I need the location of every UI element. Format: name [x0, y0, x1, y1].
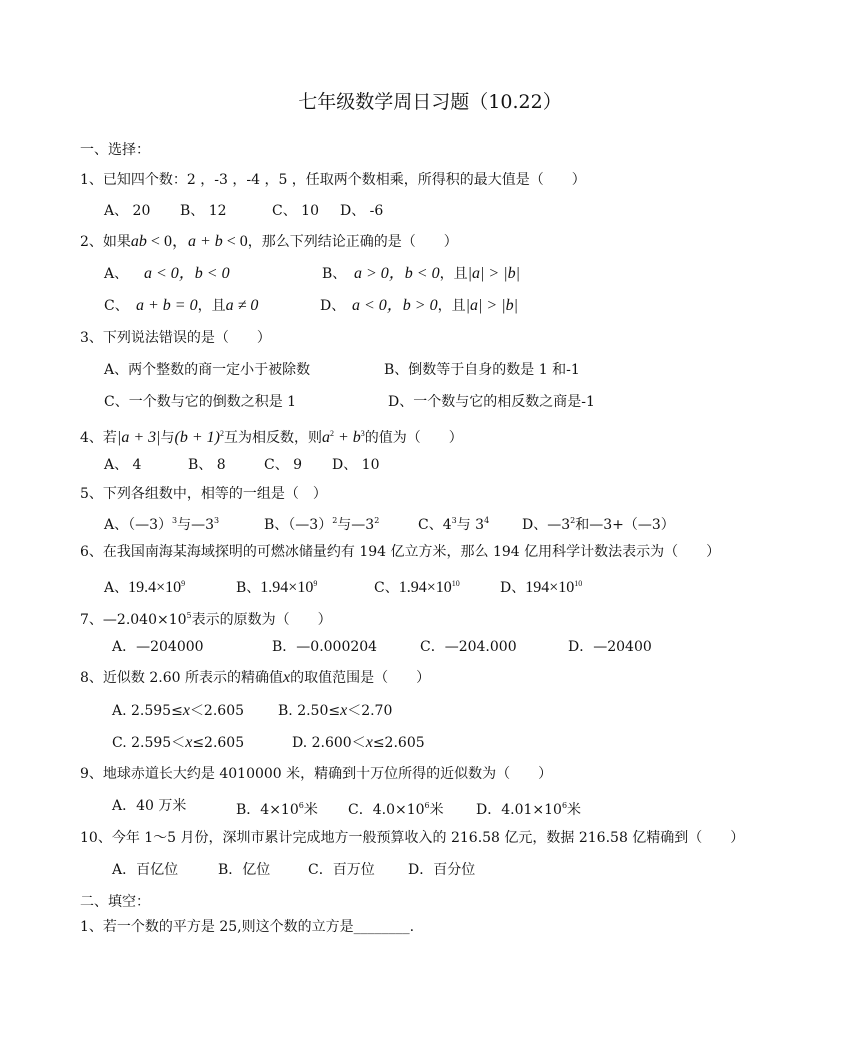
- question-9-option-d-part2: 米: [567, 802, 582, 818]
- question-2-option-b-math: a > 0，b < 0: [354, 265, 440, 282]
- question-9-option-c-exp: 6: [424, 801, 430, 810]
- question-3-option-c: C、一个数与它的倒数之积是 1: [104, 394, 297, 410]
- question-8-option-d-var: x: [365, 734, 373, 751]
- question-5-option-d-part2: 和—3+（—3）: [575, 517, 675, 533]
- question-2-option-c: [136, 296, 258, 316]
- question-9-option-c-part1: C．4.0×10: [348, 802, 425, 818]
- question-5-option-b: [264, 511, 379, 535]
- question-2-option-c-math2: a ≠ 0: [225, 297, 259, 314]
- question-10-option-d: D．百分位: [408, 862, 476, 878]
- question-2-option-d-abs: |a| > |b|: [465, 297, 518, 314]
- question-8-pre: 8、近似数 2.60 所表示的精确值: [80, 670, 283, 686]
- question-4-option-d: D、 10: [332, 457, 380, 473]
- question-2-option-d-math: a < 0，b > 0: [352, 297, 438, 314]
- question-9-option-c: [348, 796, 444, 820]
- question-7-stem-part1: 7、—2.040×10: [80, 612, 187, 628]
- question-2-option-b-abs: |a| > |b|: [467, 265, 520, 282]
- fill-question-1: 1、若一个数的平方是 25,则这个数的立方是________.: [80, 919, 415, 935]
- question-8-option-d: [292, 733, 425, 753]
- question-5-option-b-exp1: 2: [332, 516, 338, 525]
- question-5-stem: 5、下列各组数中，相等的一组是（ ）: [80, 486, 327, 502]
- question-5-option-d-exp1: 2: [570, 516, 576, 525]
- question-5-option-b-part2: 与—3: [337, 517, 375, 533]
- question-8-option-a-part2: ＜2.605: [189, 703, 245, 719]
- question-9-option-b-part2: 米: [303, 802, 318, 818]
- question-8-option-a-part1: A. 2.595≤: [112, 703, 183, 719]
- question-2-cond1: ab: [130, 233, 147, 250]
- question-3-stem: 3、下列说法错误的是（ ）: [80, 330, 271, 346]
- question-8-option-a-var: x: [182, 702, 190, 719]
- question-4-stem: [80, 424, 463, 448]
- question-2-lt2: < 0: [222, 233, 248, 250]
- question-5-option-b-part1: B、（—3）: [264, 517, 333, 533]
- question-4-mid2: 互为相反数，则: [223, 430, 322, 446]
- question-8-option-b-var: x: [340, 702, 348, 719]
- question-2-option-b: [354, 264, 520, 284]
- question-5-option-c-part2: 与 3: [456, 517, 485, 533]
- question-2-option-a-label: A、: [104, 266, 129, 282]
- question-8-option-c-part2: ≤2.605: [192, 735, 245, 751]
- question-8-option-c-part1: C. 2.595＜: [112, 735, 186, 751]
- question-2-option-d: [352, 296, 518, 316]
- question-6-option-b-label: B、: [236, 580, 261, 596]
- question-4-expr-b: + b: [333, 429, 361, 446]
- question-5-option-a-exp2: 3: [214, 516, 220, 525]
- question-5-option-c-part1: C、4: [418, 517, 452, 533]
- question-5-option-c: [418, 511, 489, 535]
- question-6-option-d-exp: 10: [574, 579, 583, 588]
- question-6-option-a-value: 19.4×10: [128, 579, 182, 596]
- question-6-option-c-label: C、: [374, 580, 399, 596]
- question-7-stem-exp: 5: [186, 611, 192, 620]
- question-6-option-c-exp: 10: [451, 579, 460, 588]
- question-6-option-d: [500, 574, 582, 598]
- question-9-option-b: [236, 796, 318, 820]
- page-title: 七年级数学周日习题（10.22）: [298, 91, 562, 113]
- question-6-option-c: [374, 574, 460, 598]
- section-fill-heading: 二、填空：: [80, 894, 150, 910]
- question-4-exp1: 2: [329, 429, 334, 438]
- question-8-option-b: [278, 701, 392, 721]
- question-7-stem: [80, 606, 332, 630]
- question-10-option-c: C．百万位: [308, 862, 375, 878]
- question-2-cond2: a + b: [187, 233, 223, 250]
- question-2-lt: < 0，: [146, 233, 188, 250]
- question-9-option-c-part2: 米: [429, 802, 444, 818]
- question-4-exp2: 3: [360, 429, 365, 438]
- question-2-option-c-tail: ，且: [197, 298, 226, 314]
- question-5-option-a-part1: A、（—3）: [104, 517, 173, 533]
- question-2-option-c-label: C、: [104, 298, 129, 314]
- question-7-option-c: C．—204.000: [420, 639, 517, 655]
- question-8-stem: [80, 668, 430, 688]
- question-9-option-b-exp: 6: [298, 801, 304, 810]
- question-8-option-a: [112, 701, 244, 721]
- question-4-square-exp: 2: [219, 429, 224, 438]
- question-6-option-a: [104, 574, 185, 598]
- question-3-option-b: B、倒数等于自身的数是 1 和-1: [384, 362, 580, 378]
- question-9-option-d-exp: 6: [561, 801, 568, 810]
- question-8-var: x: [282, 669, 291, 686]
- section-choice-heading: 一、选择：: [80, 142, 150, 158]
- question-1-option-c: C、 10: [272, 203, 319, 219]
- question-9-stem: 9、地球赤道长大约是 4010000 米，精确到十万位所得的近似数为（ ）: [80, 766, 553, 782]
- question-6-option-b-exp: 9: [313, 579, 318, 588]
- question-7-stem-part2: 表示的原数为（ ）: [191, 612, 332, 628]
- question-4-option-b: B、 8: [188, 457, 226, 473]
- question-4-option-a: A、 4: [104, 457, 142, 473]
- question-8-option-b-part1: B. 2.50≤: [278, 703, 341, 719]
- question-9-option-d: [476, 796, 581, 820]
- question-5-option-d: [522, 511, 675, 535]
- question-1-option-d: D、 -6: [340, 203, 384, 219]
- question-4-abs: |a + 3|: [116, 429, 161, 446]
- question-6-option-b-value: 1.94×10: [260, 579, 314, 596]
- question-2-post: ，那么下列结论正确的是（ ）: [247, 234, 458, 250]
- question-4-mid: 与: [160, 430, 175, 446]
- question-7-option-a: A．—204000: [112, 639, 204, 655]
- question-2-option-a: a < 0，b < 0: [144, 265, 230, 282]
- question-5-option-a-exp1: 3: [172, 516, 178, 525]
- question-5-option-b-exp2: 2: [374, 516, 380, 525]
- question-6-option-d-value: 194×10: [525, 579, 575, 596]
- question-2-option-b-tail: ，且: [439, 266, 468, 282]
- question-4-square: (b + 1): [174, 429, 220, 446]
- question-2-option-b-label: B、: [322, 266, 347, 282]
- question-4-option-c: C、 9: [264, 457, 303, 473]
- question-6-option-d-label: D、: [500, 580, 526, 596]
- question-4-expr-a: a: [321, 429, 330, 446]
- question-1-option-b: B、 12: [180, 203, 227, 219]
- question-1-stem: 1、已知四个数：2 ，-3 ，-4 ，5 ，任取两个数相乘，所得积的最大值是（ ）: [80, 172, 586, 188]
- question-6-option-a-exp: 9: [181, 579, 186, 588]
- question-8-post: 的取值范围是（ ）: [290, 670, 431, 686]
- question-10-option-a: A．百亿位: [112, 862, 179, 878]
- question-5-option-c-exp2: 4: [484, 516, 490, 525]
- question-8-option-d-part2: ≤2.605: [372, 735, 425, 751]
- question-2-stem: [80, 232, 458, 252]
- question-5-option-a-part2: 与—3: [177, 517, 215, 533]
- question-8-option-c-var: x: [185, 734, 193, 751]
- question-6-option-b: [236, 574, 317, 598]
- question-9-option-d-part1: D．4.01×10: [476, 802, 562, 818]
- question-1-option-a: A、 20: [104, 203, 151, 219]
- question-5-option-c-exp1: 3: [451, 516, 457, 525]
- question-7-option-b: B．—0.000204: [272, 639, 378, 655]
- question-10-option-b: B．亿位: [218, 862, 271, 878]
- question-8-option-b-part2: ＜2.70: [347, 703, 393, 719]
- question-2-pre: 2、如果: [80, 234, 131, 250]
- question-10-stem: 10、今年 1～5 月份，深圳市累计完成地方一般预算收入的 216.58 亿元，数据 216.58 亿精确到（ ）: [80, 830, 745, 846]
- question-8-option-c: [112, 733, 244, 753]
- question-6-option-a-label: A、: [104, 580, 129, 596]
- question-7-option-d: D．—20400: [568, 639, 652, 655]
- question-4-pre: 4、若: [80, 430, 117, 446]
- question-6-option-c-value: 1.94×10: [398, 579, 452, 596]
- question-5-option-a: [104, 511, 219, 535]
- question-9-option-b-part1: B．4×10: [236, 802, 299, 818]
- question-3-option-d: D、一个数与它的相反数之商是-1: [388, 394, 595, 410]
- question-6-stem: 6、在我国南海某海域探明的可燃冰储量约有 194 亿立方米，那么 194 亿用科学计数法表示为（ ）: [80, 544, 721, 560]
- question-2-option-c-math: a + b = 0: [136, 297, 198, 314]
- question-4-post: 的值为（ ）: [364, 430, 463, 446]
- question-3-option-a: A、两个整数的商一定小于被除数: [104, 362, 311, 378]
- question-5-option-d-part1: D、—3: [522, 517, 571, 533]
- question-8-option-d-part1: D. 2.600＜: [292, 735, 366, 751]
- question-9-option-a: A．40 万米: [112, 798, 187, 814]
- question-2-option-d-tail: ，且: [437, 298, 466, 314]
- question-2-option-d-label: D、: [320, 298, 346, 314]
